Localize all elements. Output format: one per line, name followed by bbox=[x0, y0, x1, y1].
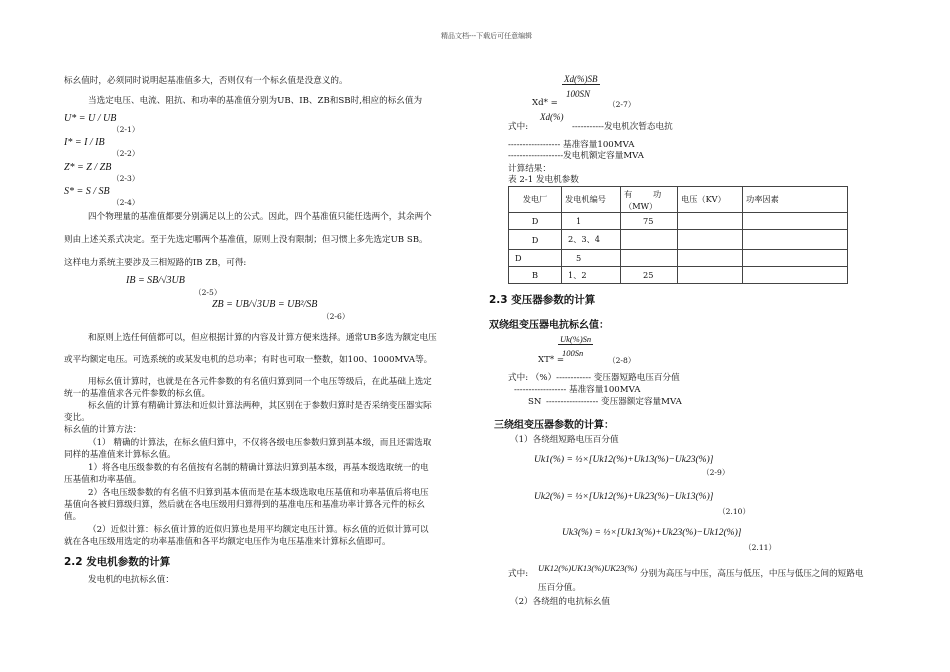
paragraph: 基值向各被归算级归算，然后就在各电压级用归算得到的基准电压和基准功率计算各元件的标幺 bbox=[64, 500, 425, 510]
table-header-cell: 发电厂 bbox=[509, 187, 562, 213]
page-header: 精品文档---下载后可任意编辑 bbox=[441, 32, 533, 40]
where-text: ------------------ 基准容量100MVA bbox=[514, 385, 641, 395]
table-header-cell: 有 功 （MW） bbox=[621, 187, 678, 213]
equation-2-7-lhs: Xd* = bbox=[532, 98, 558, 108]
table-cell bbox=[743, 267, 848, 284]
section-heading-2-2: 2.2 发电机参数的计算 bbox=[64, 556, 171, 568]
table-cell bbox=[621, 250, 678, 267]
paragraph: 就在各电压级用选定的功率基准值和各平均额定电压作为电压基准来计算标幺值即可。 bbox=[64, 537, 391, 547]
table-cell bbox=[621, 230, 678, 250]
paragraph: 和原则上选任何值都可以，但应根据计算的内容及计算方便来选择。通常UB多选为额定电压 bbox=[88, 333, 437, 343]
table-header-cell: 发电机编号 bbox=[562, 187, 621, 213]
text-span: B、IB、ZB和SB时,相应的标幺值为 bbox=[284, 96, 423, 106]
equation-2-2: I* = I / IB bbox=[64, 137, 105, 148]
table-cell bbox=[678, 213, 743, 230]
text-span: 当选定电压、电流、阻抗、和功率的基准值分别为U bbox=[88, 96, 285, 106]
equation-number: （2-6） bbox=[322, 312, 350, 321]
where-text: -------------------发电机额定容量MVA bbox=[508, 151, 644, 161]
paragraph: 1）将各电压级参数的有名值按有名制的精确计算法归算到基本级，再基本级选取统一的电 bbox=[88, 463, 429, 473]
where-label: 式中: bbox=[508, 122, 529, 132]
text-span: Xd(%)SB bbox=[564, 74, 598, 84]
paragraph: 值。 bbox=[64, 512, 82, 522]
paragraph: 计算结果： bbox=[508, 164, 551, 174]
equation-2-6: ZB = UB/√3UB = UB²/SB bbox=[212, 299, 318, 310]
where-symbols: UK12(%)UK13(%)UK23(%) bbox=[538, 563, 638, 573]
list-item: （2）各绕组的电抗标幺值 bbox=[510, 597, 610, 607]
table-cell: 5 bbox=[562, 250, 621, 267]
paragraph: 用标幺值计算时，也就是在各元件参数的有名值归算到同一个电压等级后，在此基础上选定 bbox=[88, 377, 432, 387]
paragraph: 则由上述关系式决定。至于先选定哪两个基准值，原则上没有限制；但习惯上多先选定UB SB。 bbox=[64, 235, 428, 245]
equation-number: （2-3） bbox=[112, 174, 140, 183]
paragraph: 或平均额定电压。可选系统的或某发电机的总功率；有时也可取一整数，如100、1000MVA等。 bbox=[64, 355, 433, 365]
where-text: 分别为高压与中压，高压与低压，中压与低压之间的短路电 bbox=[640, 569, 864, 579]
paragraph: 发电机的电抗标幺值： bbox=[88, 575, 174, 585]
where-text: 压百分值。 bbox=[538, 583, 581, 593]
where-text: -----------发电机次暂态电抗 bbox=[572, 122, 673, 132]
table-row bbox=[509, 213, 848, 230]
table-caption: 表 2-1 发电机参数 bbox=[508, 175, 579, 185]
equation-2-5: IB = SB/√3UB bbox=[126, 275, 185, 286]
table-cell: B bbox=[509, 267, 562, 284]
equation-2-3: Z* = Z / ZB bbox=[64, 162, 112, 173]
equation-2-8-numerator bbox=[558, 334, 593, 345]
table-cell: D bbox=[509, 213, 562, 230]
equation-2-7-denominator: 100SN bbox=[566, 89, 591, 99]
paragraph: 标幺值的计算有精确计算法和近似计算法两种，其区别在于参数归算时是否采纳变压器实际 bbox=[88, 401, 432, 411]
equation-2-8-denominator: 100Sn bbox=[562, 348, 584, 358]
table-cell: 2、3、4 bbox=[562, 230, 621, 250]
equation-2-9: Uk1(%) = ½×[Uk12(%)+Uk13(%)−Uk23(%)] bbox=[534, 455, 714, 465]
table-header-row bbox=[509, 187, 848, 213]
paragraph: 标幺值时，必须同时说明起基准值多大，否则仅有一个标幺值是没意义的。 bbox=[64, 76, 348, 86]
equation-number: （2-7） bbox=[608, 100, 636, 109]
table-cell bbox=[743, 230, 848, 250]
table-cell: 25 bbox=[621, 267, 678, 284]
equation-number: （2-4） bbox=[112, 198, 140, 207]
equation-2-10: Uk2(%) = ½×[Uk12(%)+Uk23(%)−Uk13(%)] bbox=[534, 492, 714, 502]
paragraph: 统一的基准值求各元件参数的标幺值。 bbox=[64, 389, 211, 399]
table-cell: 1 bbox=[562, 213, 621, 230]
equation-number: （2-9） bbox=[702, 468, 730, 477]
equation-2-8-lhs: XT* = bbox=[538, 355, 565, 365]
table-row bbox=[509, 250, 848, 267]
paragraph: （1） 精确的计算法，在标幺值归算中，不仅将各级电压参数归算到基本级，而且还需选取 bbox=[88, 438, 432, 448]
paragraph: 同样的基准值来计算标幺值。 bbox=[64, 450, 176, 460]
list-item: （1）各绕组短路电压百分值 bbox=[510, 435, 619, 445]
table-cell bbox=[678, 250, 743, 267]
equation-number: （2.11） bbox=[744, 543, 777, 552]
where-text: ------------------ 变压器额定容量MVA bbox=[546, 397, 682, 407]
paragraph: 变比。 bbox=[64, 413, 90, 423]
equation-number: （2-8） bbox=[608, 356, 636, 365]
paragraph bbox=[88, 96, 422, 107]
equation-2-7-numerator bbox=[562, 74, 600, 85]
table-header-cell: 功率因素 bbox=[743, 187, 848, 213]
equation-number: （2-5） bbox=[194, 288, 222, 297]
text-span: Uk(%)Sn bbox=[560, 334, 592, 344]
sub-heading: 双绕组变压器电抗标幺值： bbox=[489, 320, 609, 331]
table-cell: 1、2 bbox=[562, 267, 621, 284]
table-header-cell: 电压（KV） bbox=[678, 187, 743, 213]
table-cell bbox=[743, 250, 848, 267]
table-cell bbox=[678, 230, 743, 250]
paragraph: 四个物理量的基准值都要分别满足以上的公式。因此，四个基准值只能任选两个，其余两个 bbox=[88, 212, 432, 222]
equation-number: （2.10） bbox=[718, 507, 751, 516]
paragraph: 标幺值的计算方法： bbox=[64, 425, 142, 435]
equation-number: （2-2） bbox=[112, 149, 140, 158]
generator-parameter-table bbox=[508, 186, 848, 284]
equation-number: （2-1） bbox=[112, 125, 140, 134]
table-cell bbox=[743, 213, 848, 230]
table-cell bbox=[678, 267, 743, 284]
paragraph: 压基值和功率基值。 bbox=[64, 475, 142, 485]
paragraph: （2）近似计算：标幺值计算的近似归算也是用平均额定电压计算。标幺值的近似计算可以 bbox=[88, 525, 429, 535]
where-label: 式中: bbox=[508, 569, 529, 579]
where-symbol: SN bbox=[528, 397, 542, 407]
equation-symbol: Xd(%) bbox=[540, 112, 564, 122]
paragraph: 这样电力系统主要涉及三相短路的IB ZB，可得: bbox=[64, 258, 247, 268]
equation-2-1: U* = U / UB bbox=[64, 113, 117, 124]
table-cell: 75 bbox=[621, 213, 678, 230]
equation-2-4: S* = S / SB bbox=[64, 186, 110, 197]
equation-2-11: Uk3(%) = ½×[Uk13(%)+Uk23(%)−Uk12(%)] bbox=[562, 528, 742, 538]
where-text: 式中: （%）------------ 变压器短路电压百分值 bbox=[508, 373, 680, 383]
table-cell: D bbox=[509, 230, 562, 250]
paragraph: 2）各电压级参数的有名值不归算到基本值而是在基本级选取电压基值和功率基值后将电压 bbox=[88, 488, 429, 498]
where-text: ------------------ 基准容量100MVA bbox=[508, 140, 635, 150]
table-row bbox=[509, 267, 848, 284]
sub-heading: 三绕组变压器参数的计算： bbox=[494, 420, 614, 431]
table-cell: D bbox=[509, 250, 562, 267]
section-heading-2-3: 2.3 变压器参数的计算 bbox=[489, 294, 596, 306]
table-row bbox=[509, 230, 848, 250]
